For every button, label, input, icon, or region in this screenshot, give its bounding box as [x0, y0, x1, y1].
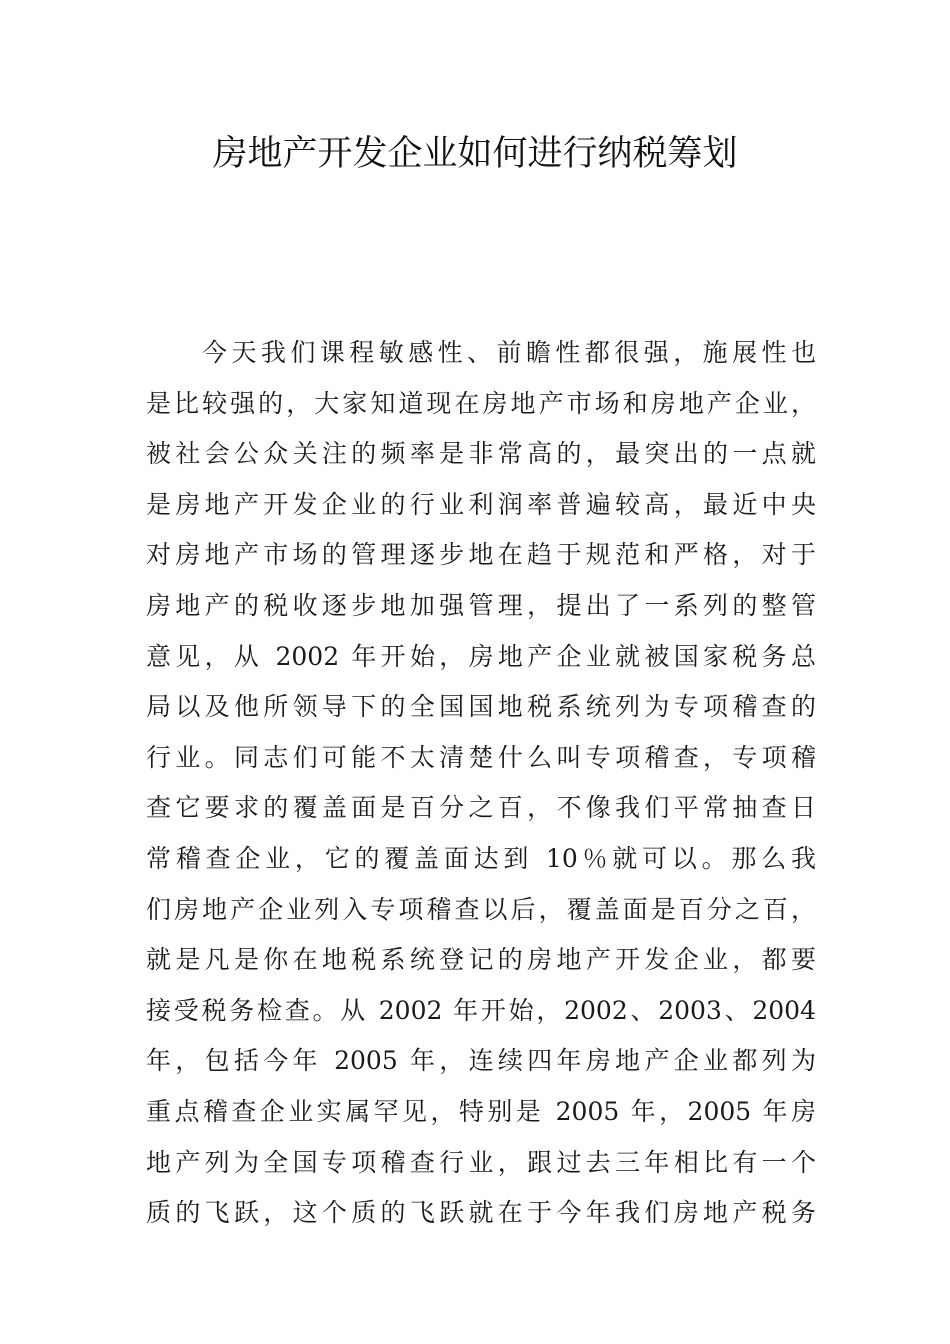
- paragraph-line: 就是凡是你在地税系统登记的房地产开发企业，都要: [146, 945, 816, 975]
- paragraph-line: 常稽查企业，它的覆盖面达到 10％就可以。那么我: [146, 843, 816, 873]
- paragraph-line: 房地产的税收逐步地加强管理，提出了一系列的整管: [146, 590, 816, 620]
- body-paragraph: [146, 328, 816, 1239]
- paragraph-line: 重点稽查企业实属罕见，特别是 2005 年，2005 年房: [146, 1096, 816, 1126]
- paragraph-line: 意见，从 2002 年开始，房地产企业就被国家税务总: [146, 641, 816, 671]
- paragraph-line: 接受税务检查。从 2002 年开始，2002、2003、2004: [146, 995, 816, 1025]
- paragraph-line: 年，包括今年 2005 年，连续四年房地产企业都列为: [146, 1046, 816, 1076]
- paragraph-line: 查它要求的覆盖面是百分之百，不像我们平常抽查日: [146, 793, 816, 823]
- paragraph-line: 们房地产企业列入专项稽查以后，覆盖面是百分之百，: [146, 894, 816, 924]
- paragraph-line: 今天我们课程敏感性、前瞻性都很强，施展性也: [202, 338, 816, 367]
- paragraph-line: 对房地产市场的管理逐步地在趋于规范和严格，对于: [146, 540, 816, 570]
- paragraph-line: 被社会公众关注的频率是非常高的，最突出的一点就: [146, 439, 816, 469]
- paragraph-line: 是比较强的，大家知道现在房地产市场和房地产企业，: [146, 388, 816, 418]
- paragraph-line: 质的飞跃，这个质的飞跃就在于今年我们房地产税务: [146, 1198, 816, 1228]
- paragraph-line: 地产列为全国专项稽查行业，跟过去三年相比有一个: [146, 1147, 816, 1177]
- document-title: 房地产开发企业如何进行纳税筹划: [212, 134, 738, 174]
- paragraph-line: 是房地产开发企业的行业利润率普遍较高，最近中央: [146, 489, 816, 519]
- paragraph-line: 局以及他所领导下的全国国地税系统列为专项稽查的: [146, 692, 816, 722]
- paragraph-line: 行业。同志们可能不太清楚什么叫专项稽查，专项稽: [146, 742, 816, 772]
